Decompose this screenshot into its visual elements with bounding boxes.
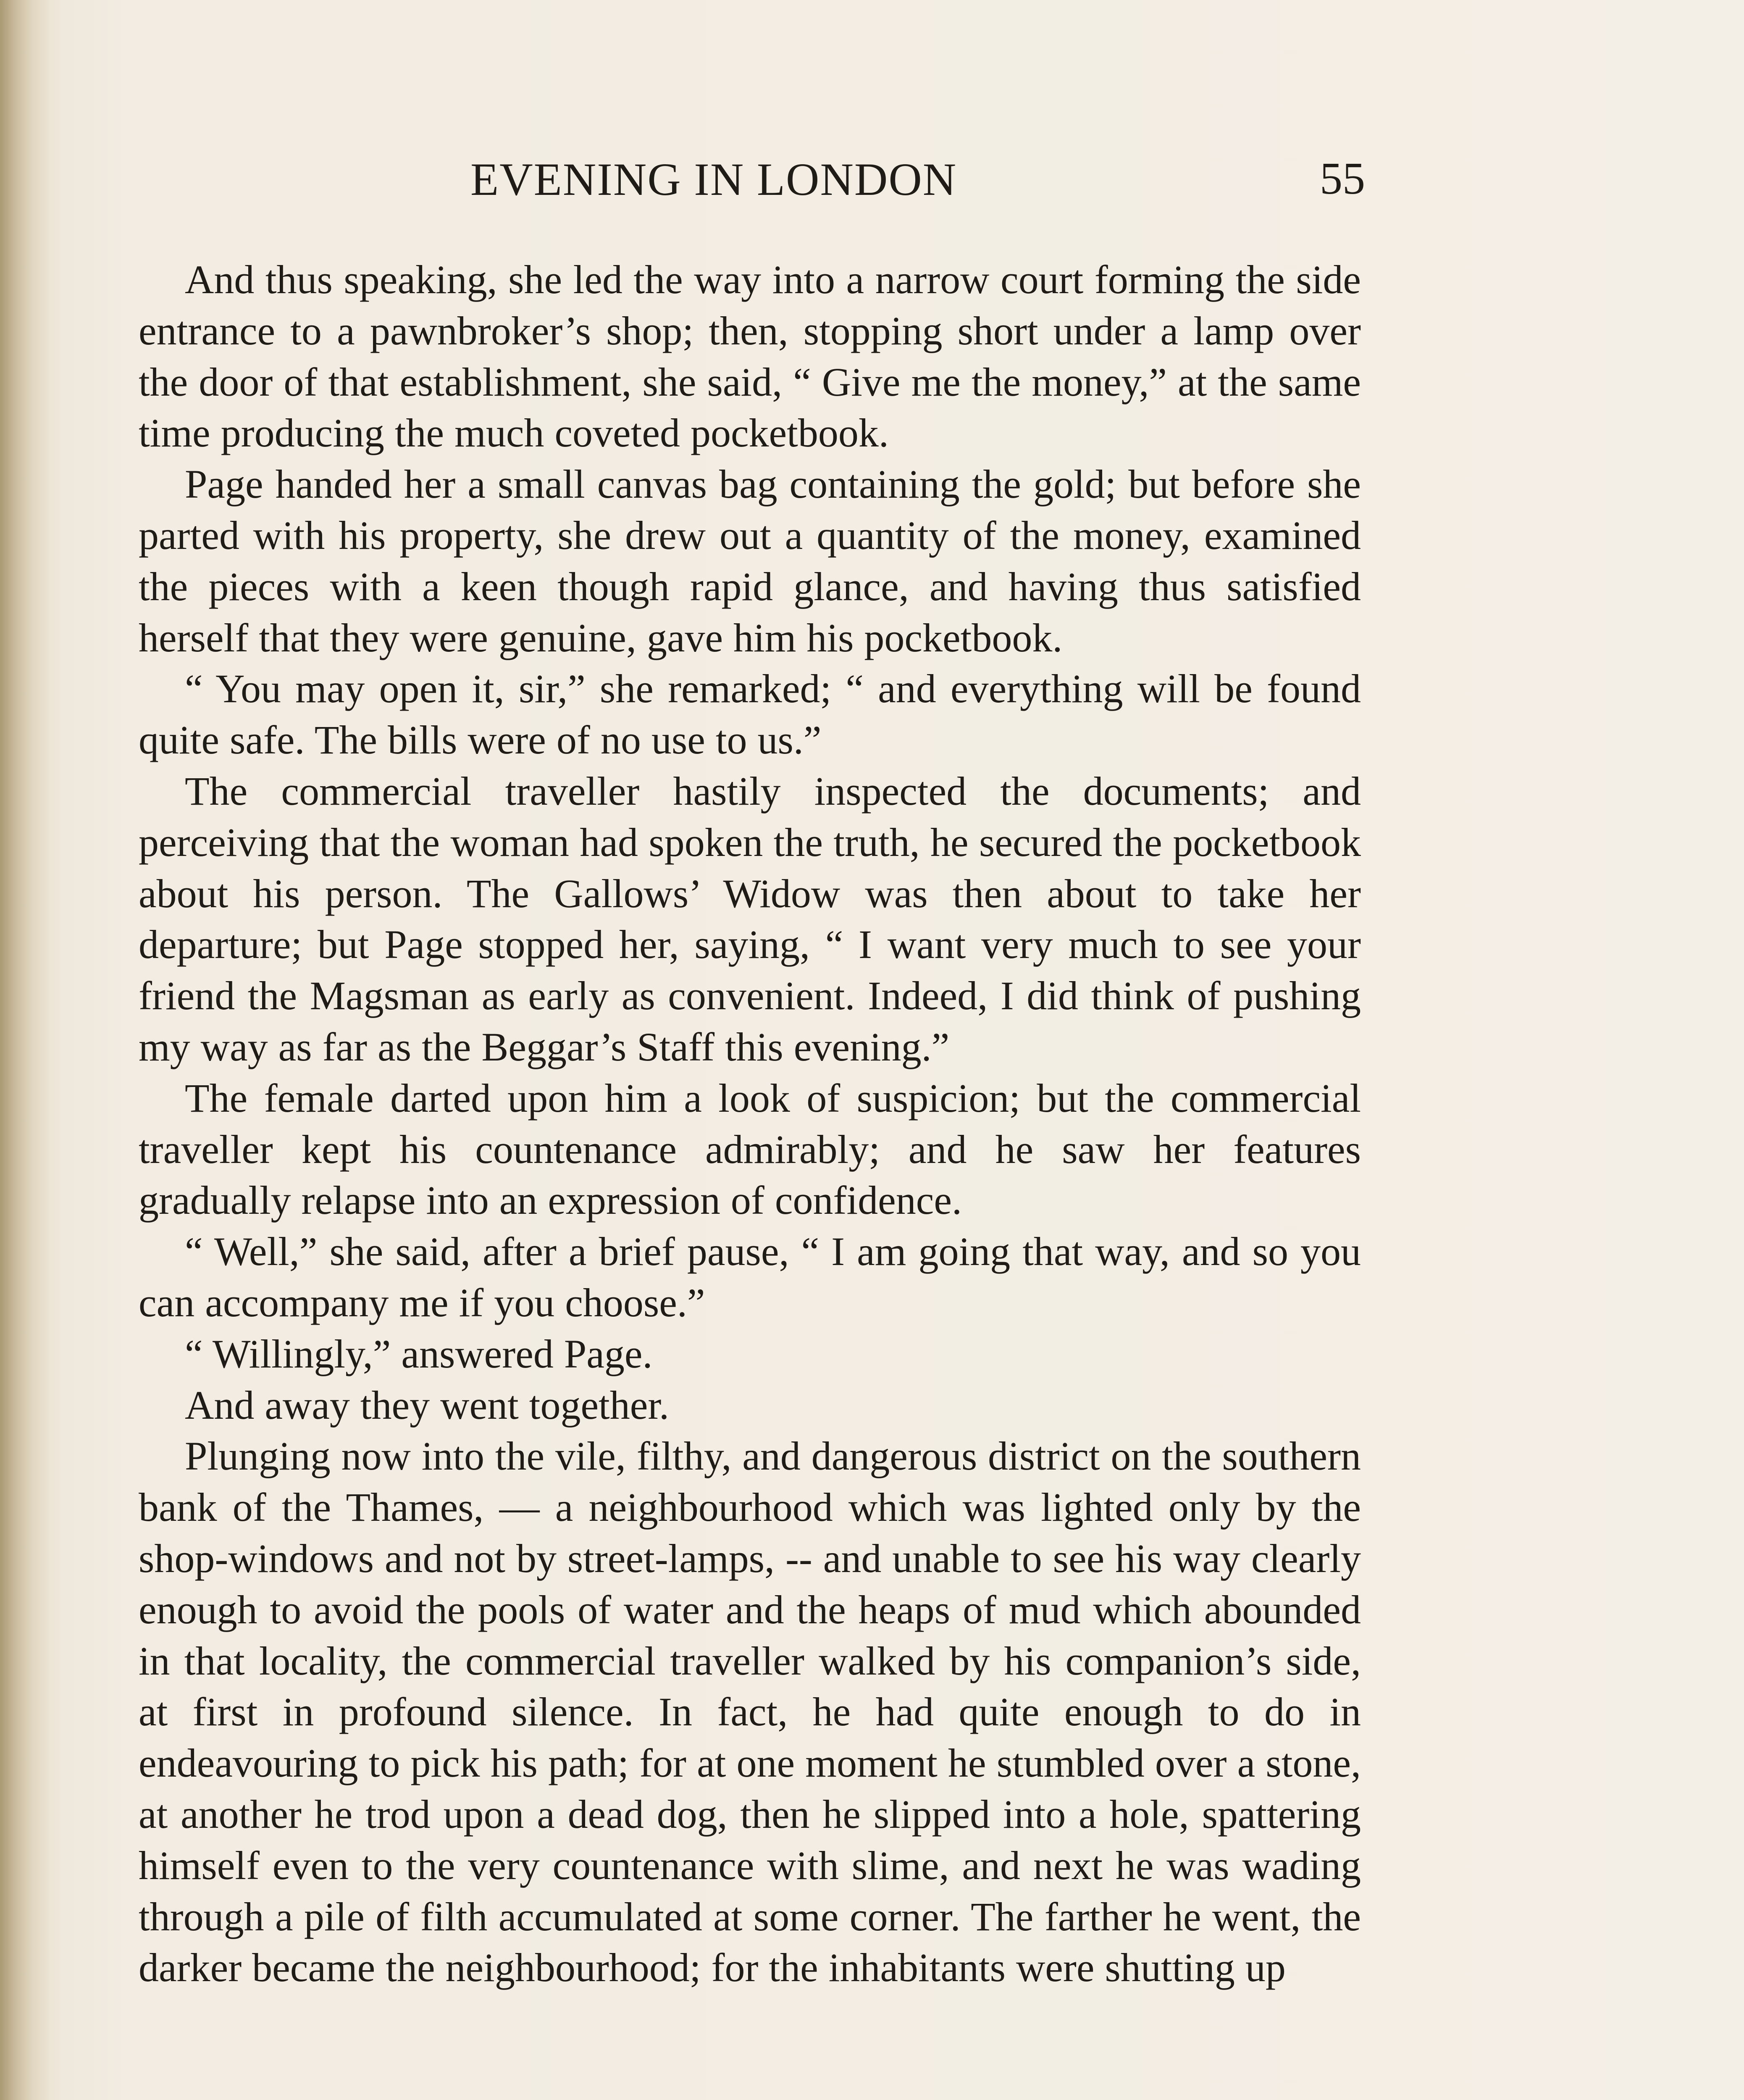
page-number: 55: [1320, 154, 1365, 204]
paragraph: Plunging now into the vile, filthy, and dangerous district on the southern bank of the Thames, — a neighbourhood which was lighted only by the shop-windows and not by street-lamps, -- and unable to see his way clearly enough to avoid the pools of water and the heaps of mud which abounded in that locality, the commercial traveller walked by his companion’s side, at first in profound silence. In fact, he had quite enough to do in endeavouring to pick his path; for at one moment he stumbled over a stone, at another he trod upon a dead dog, then he slipped into a hole, spattering himself even to the very countenance with slime, and next he was wading through a pile of filth accumulated at some corner. The farther he went, the darker became the neighbourhood; for the inhabitants were shutting up: [139, 1433, 1361, 1990]
paragraph: “ You may open it, sir,” she remarked; “ and everything will be found quite safe. The bills were of no use to us.”: [139, 666, 1361, 763]
paragraph: The female darted upon him a look of suspicion; but the commercial traveller kept his countenance admirably; and he saw her features gradually relapse into an expression of confidence.: [139, 1075, 1361, 1223]
paragraph: “ Willingly,” answered Page.: [185, 1331, 653, 1376]
paragraph: And away they went together.: [185, 1382, 669, 1428]
paragraph: And thus speaking, she led the way into a narrow court forming the side entrance to a pawnbroker’s shop; then, stopping short under a lamp over the door of that establishment, she said, “ Give me the money,” at the same time producing the much coveted pocketbook.: [139, 257, 1361, 456]
paragraph: “ Well,” she said, after a brief pause, “ I am going that way, and so you can accompany me if you choose.”: [139, 1229, 1361, 1325]
running-title: EVENING IN LONDON: [470, 154, 957, 205]
binding-shadow: [0, 0, 50, 2100]
running-head: [139, 151, 1365, 223]
body-text: [139, 254, 1361, 1993]
paragraph: Page handed her a small canvas bag containing the gold; but before she parted with his property, she drew out a quantity of the money, examined the pieces with a keen though rapid glance, and having thus satisfied herself that they were genuine, gave him his pocketbook.: [139, 462, 1361, 660]
paragraph: The commercial traveller hastily inspected the documents; and perceiving that the woman had spoken the truth, he secured the pocketbook about his person. The Gallows’ Widow was then about to take her departure; but Page stopped her, saying, “ I want very much to see your friend the Magsman as early as convenient. Indeed, I did think of pushing my way as far as the Beggar’s Staff this evening.”: [139, 768, 1361, 1069]
